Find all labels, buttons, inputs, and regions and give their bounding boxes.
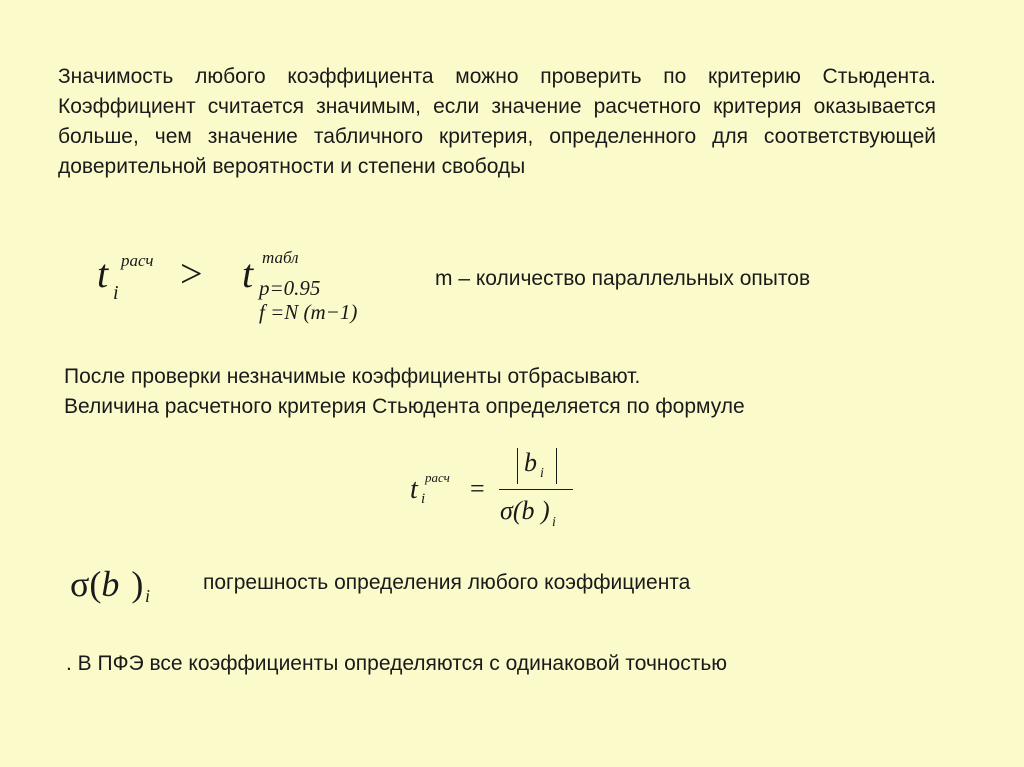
after-line-1: После проверки незначимые коэффициенты отбрасывают. (64, 365, 641, 388)
formula1-left-sup: расч (121, 251, 154, 270)
intro-paragraph: Значимость любого коэффициента можно проверить по критерию Стьюдента. Коэффициент считается значимым, если значение расчетного критерия оказывается больше, чем значение табличного критерия, определенного для соответствующей доверительной вероятности и степени свободы (58, 65, 936, 178)
sigma-symbol-text: σ(b ) (70, 564, 144, 604)
formula2-sup: расч (425, 470, 450, 485)
sigma-symbol-sub: i (145, 586, 151, 606)
formula1-right-sub-f: f =N (m−1) (259, 300, 358, 324)
formula2-denominator: σ(b ) (500, 496, 550, 525)
formula2-equals: = (470, 474, 485, 503)
formula1-right-sup: табл (262, 248, 299, 267)
sigma-description: погрешность определения любого коэффициента (203, 571, 691, 594)
formula2-sub: i (421, 491, 426, 507)
abs-bar-left (517, 448, 518, 484)
formula1-left-sub: i (113, 282, 119, 304)
formula2-t: t (410, 474, 418, 505)
formula1-left-t: t (97, 251, 109, 296)
fraction-bar (499, 489, 573, 490)
formula2-denominator-sub: i (552, 515, 556, 530)
formula1-relation: > (180, 251, 203, 296)
after-line-2: Величина расчетного критерия Стьюдента определяется по формуле (64, 395, 745, 418)
abs-bar-right (556, 448, 557, 484)
formula2-numerator: b (524, 448, 537, 477)
formula1-right-sub-p: p=0.95 (259, 276, 321, 300)
formula2-numerator-sub: i (540, 466, 544, 481)
formula1-right-t: t (242, 251, 254, 296)
footer-note: . В ПФЭ все коэффициенты определяются с одинаковой точностью (66, 652, 728, 675)
m-note: m – количество параллельных опытов (435, 267, 811, 290)
